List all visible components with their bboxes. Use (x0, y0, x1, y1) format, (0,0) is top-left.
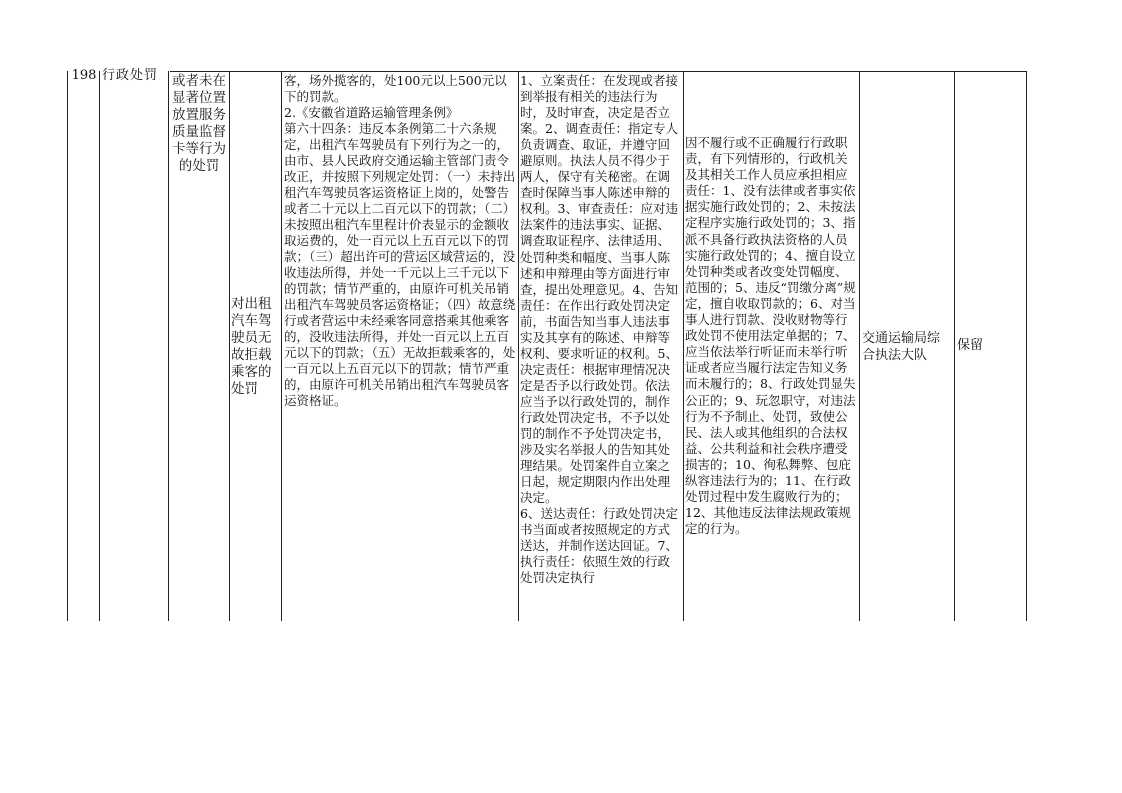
col-border (859, 71, 860, 621)
legal-basis: 客，场外揽客的，处100元以上500元以下的罚款。 2.《安徽省道路运输管理条例》 第六十四条：违反本条例第二十六条规定，出租汽车驾驶员有下列行为之一的，由市、县人民政府交通运输主管部门责令改正，并按照下列规定处罚：（一）未持出租汽车驾驶员客运资格证上岗的，处警告或者二十元以上二百元以下的罚款；（二）未按照出租汽车里程计价表显示的金额收取运费的，处一百元以上五百元以下的罚款；（三）超出许可的营运区域营运的，没收违法所得，并处一千元以上三千元以下的罚款；情节严重的，由原许可机关吊销出租汽车驾驶员客运资格证；（四）故意绕行或者营运中未经乘客同意搭乘其他乘客的，没收违法所得，并处一百元以上五百元以下的罚款；（五）无故拒载乘客的，处一百元以上五百元以下的罚款；情节严重的，由原许可机关吊销出租汽车驾驶员客运资格证。 (284, 73, 516, 408)
col-border (683, 71, 684, 621)
col-border (67, 71, 68, 621)
col-border (281, 71, 282, 621)
remark: 保留 (957, 338, 984, 353)
department: 交通运输局综合执法大队 (862, 331, 941, 363)
duty-text: 1、立案责任：在发现或者接到举报有相关的违法行为时，及时审查，决定是否立案。2、调查责任：指定专人负责调查、取证，并遵守回避原则。执法人员不得少于两人，保守有关秘密。在调查时保障当事人陈述申辩的权利。3、审查责任：应对违法案件的违法事实、证据、调查取证程序、法律适用、处罚种类和幅度、当事人陈述和申辩理由等方面进行审查，提出处理意见。4、告知责任：在作出行政处罚决定前，书面告知当事人违法事实及其享有的陈述、申辩等权利、要求听证的权利。5、决定责任：根据审理情况决定是否予以行政处罚。依法应当予以行政处罚的，制作行政处罚决定书，不予以处罚的制作不予处罚决定书，涉及实名举报人的告知其处理结果。处罚案件自立案之日起，规定期限内作出处理决定。 6、送达责任：行政处罚决定书当面或者按照规定的方式送达，并制作送达回证。7、执行责任：依照生效的行政处罚决定执行 (520, 73, 678, 586)
col-border (99, 71, 100, 621)
item-type: 行政处罚 (102, 68, 159, 82)
col-border (1026, 71, 1027, 621)
item-name: 对出租汽车驾驶员无故拒载乘客的处罚 (231, 296, 272, 397)
sub-item-name: 或者未在显著位置放置服务质量监督卡等行为的处罚 (172, 73, 226, 174)
col-border (954, 71, 955, 621)
row-number: 198 (71, 68, 97, 82)
col-border (518, 71, 519, 621)
col-border (168, 71, 169, 621)
col-border (229, 71, 230, 621)
accountability-text: 因不履行或不正确履行行政职责，有下列情形的，行政机关及其相关工作人员应承担相应责任：1、没有法律或者事实依据实施行政处罚的；2、未按法定程序实施行政处罚的；3、指派不具备行政执法资格的人员实施行政处罚的；4、擅自设立处罚种类或者改变处罚幅度、范围的；5、违反“罚缴分离”规定，擅自收取罚款的；6、对当事人进行罚款、没收财物等行政处罚不使用法定单据的；7、应当依法举行听证而未举行听证或者应当履行法定告知义务而未履行的；8、行政处罚显失公正的；9、玩忽职守，对违法行为不予制止、处罚，致使公民、法人或其他组织的合法权益、公共利益和社会秩序遭受损害的；10、徇私舞弊、包庇纵容违法行为的；11、在行政处罚过程中发生腐败行为的；12、其他违反法律法规政策规定的行为。 (685, 135, 856, 537)
